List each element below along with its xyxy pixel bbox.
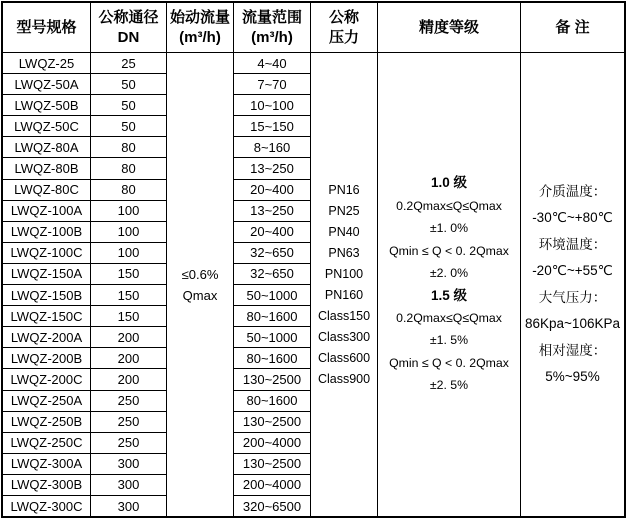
dn-cell: 80 [91, 180, 166, 201]
model-cell: LWQZ-300A [3, 454, 90, 475]
model-cell: LWQZ-80A [3, 137, 90, 158]
col-header-starting-flow [167, 3, 233, 53]
column-remarks [521, 3, 624, 516]
flow-range-cell: 32~650 [234, 264, 310, 285]
flow-range-cell: 80~1600 [234, 306, 310, 327]
dn-cell: 50 [91, 74, 166, 95]
accuracy-grade1-range2: Qmin ≤ Q < 0. 2Qmax [389, 243, 509, 258]
flowmeter-spec-table [1, 1, 626, 518]
col-header-remarks-label: 备 注 [555, 18, 590, 36]
flow-range-cell: 32~650 [234, 243, 310, 264]
model-cell: LWQZ-50C [3, 116, 90, 137]
col-header-remarks [521, 3, 624, 53]
col-header-model [3, 3, 90, 53]
flow-range-cell: 7~70 [234, 74, 310, 95]
accuracy-grade1-tol1: ±1. 0% [429, 221, 469, 236]
pressure-rating: PN160 [324, 287, 364, 302]
accuracy-grade2-title: 1.5 级 [430, 287, 468, 303]
starting-flow-cell [167, 53, 233, 516]
col-header-dn [91, 3, 166, 53]
flow-range-cell: 50~1000 [234, 285, 310, 306]
model-cell: LWQZ-300C [10, 498, 83, 514]
remark-line: 介质温度： [538, 183, 607, 199]
col-header-accuracy-label: 精度等级 [418, 18, 479, 36]
col-header-flow-range-label: 流量范围 [241, 8, 302, 26]
column-dn [91, 3, 167, 516]
dn-cell: 300 [117, 498, 140, 514]
flow-range-cell: 200~4000 [234, 475, 310, 496]
accuracy-grade2-tol1: ±1. 5% [429, 333, 469, 348]
model-cell: LWQZ-300B [3, 475, 90, 496]
flow-range-cell: 4~40 [234, 53, 310, 74]
remark-line: 环境温度： [538, 236, 607, 252]
dn-cell: 50 [91, 95, 166, 116]
model-cell: LWQZ-100C [3, 243, 90, 264]
flow-range-cell: 130~2500 [234, 454, 310, 475]
column-accuracy [378, 3, 521, 516]
pressure-rating: Class600 [317, 350, 371, 365]
accuracy-grade2-range2: Qmin ≤ Q < 0. 2Qmax [389, 355, 509, 370]
flow-range-cell: 50~1000 [234, 327, 310, 348]
pressure-rating: PN25 [328, 203, 360, 218]
accuracy-grade1-range1: 0.2Qmax≤Q≤Qmax [396, 198, 502, 213]
dn-cell: 100 [91, 243, 166, 264]
pressure-rating: PN100 [324, 266, 364, 281]
remark-line: 相对湿度： [538, 342, 607, 358]
pressure-rating: PN40 [328, 224, 360, 239]
model-cell: LWQZ-250C [3, 433, 90, 454]
model-cell: LWQZ-25 [3, 53, 90, 74]
dn-cell: 50 [91, 116, 166, 137]
col-header-pressure-line2: 压力 [328, 28, 359, 46]
model-cell: LWQZ-150C [3, 306, 90, 327]
dn-cell: 250 [91, 412, 166, 433]
dn-cell: 200 [91, 369, 166, 390]
dn-cell: 150 [91, 306, 166, 327]
flow-range-cell: 80~1600 [234, 348, 310, 369]
accuracy-grade2-range1: 0.2Qmax≤Q≤Qmax [396, 310, 502, 325]
dn-cell: 25 [91, 53, 166, 74]
column-flow-range [234, 3, 311, 516]
model-cell: LWQZ-150A [3, 264, 90, 285]
dn-cells [91, 53, 166, 516]
dn-cell: 250 [91, 391, 166, 412]
flow-range-cells [234, 53, 310, 516]
model-cell: LWQZ-50B [3, 95, 90, 116]
starting-flow-value: ≤0.6% [181, 266, 219, 282]
col-header-accuracy [378, 3, 520, 53]
col-header-dn-label: 公称通径 [98, 8, 159, 26]
pressure-rating: PN63 [328, 245, 360, 260]
model-cells [3, 53, 90, 516]
accuracy-grade1-tol2: ±2. 0% [429, 266, 469, 281]
dn-cell: 100 [91, 222, 166, 243]
flow-range-cell: 200~4000 [234, 433, 310, 454]
dn-cell: 200 [91, 348, 166, 369]
col-header-starting-flow-label: 始动流量 [169, 8, 230, 26]
flow-range-cell: 130~2500 [234, 369, 310, 390]
remarks-cell [521, 53, 624, 516]
flow-range-cell: 20~400 [234, 222, 310, 243]
col-header-model-label: 型号规格 [16, 18, 77, 36]
dn-cell: 80 [91, 158, 166, 179]
pressure-rating: Class300 [317, 329, 371, 344]
dn-cell: 300 [91, 454, 166, 475]
dn-cell: 300 [91, 475, 166, 496]
col-header-flow-range-unit: (m³/h) [251, 28, 293, 46]
model-cell: LWQZ-80C [3, 180, 90, 201]
remark-line: -20℃~+55℃ [532, 263, 613, 278]
flow-range-cell: 320~6500 [242, 498, 302, 514]
remark-line: -30℃~+80℃ [532, 210, 613, 225]
model-cell: LWQZ-200C [3, 369, 90, 390]
flow-range-cell: 13~250 [234, 158, 310, 179]
pressure-rating: Class150 [317, 308, 371, 323]
flow-range-cell: 10~100 [234, 95, 310, 116]
dn-cell: 80 [91, 137, 166, 158]
column-model [3, 3, 91, 516]
accuracy-cell [378, 53, 520, 516]
starting-flow-qmax: Qmax [182, 287, 218, 303]
column-pressure [311, 3, 378, 516]
pressure-rating: Class900 [317, 371, 371, 386]
accuracy-grade2-tol2: ±2. 5% [429, 378, 469, 393]
model-cell: LWQZ-80B [3, 158, 90, 179]
dn-cell: 150 [91, 264, 166, 285]
model-cell: LWQZ-100A [3, 201, 90, 222]
flow-range-cell: 13~250 [234, 201, 310, 222]
model-cell: LWQZ-200A [3, 327, 90, 348]
dn-cell: 250 [91, 433, 166, 454]
dn-cell: 150 [91, 285, 166, 306]
column-starting-flow [167, 3, 234, 516]
model-cell: LWQZ-250A [3, 391, 90, 412]
flow-range-cell: 15~150 [234, 116, 310, 137]
col-header-flow-range [234, 3, 310, 53]
dn-cell: 100 [91, 201, 166, 222]
col-header-pressure [311, 3, 377, 53]
flow-range-cell: 20~400 [234, 180, 310, 201]
remark-line: 大气压力： [538, 289, 607, 305]
flow-range-cell: 8~160 [234, 137, 310, 158]
pressure-rating: PN16 [328, 182, 360, 197]
model-cell: LWQZ-100B [3, 222, 90, 243]
col-header-dn-unit: DN [117, 28, 140, 46]
col-header-starting-flow-unit: (m³/h) [179, 28, 221, 46]
model-cell: LWQZ-150B [3, 285, 90, 306]
col-header-pressure-line1: 公称 [328, 8, 359, 26]
model-cell: LWQZ-50A [3, 74, 90, 95]
flow-range-cell: 80~1600 [234, 391, 310, 412]
remark-line: 5%~95% [545, 369, 600, 384]
flow-range-cell: 130~2500 [234, 412, 310, 433]
accuracy-grade1-title: 1.0 级 [430, 175, 468, 191]
model-cell: LWQZ-200B [3, 348, 90, 369]
dn-cell: 200 [91, 327, 166, 348]
model-cell: LWQZ-250B [3, 412, 90, 433]
remark-line: 86Kpa~106KPa [525, 316, 620, 331]
pressure-ratings-cell [311, 53, 377, 516]
